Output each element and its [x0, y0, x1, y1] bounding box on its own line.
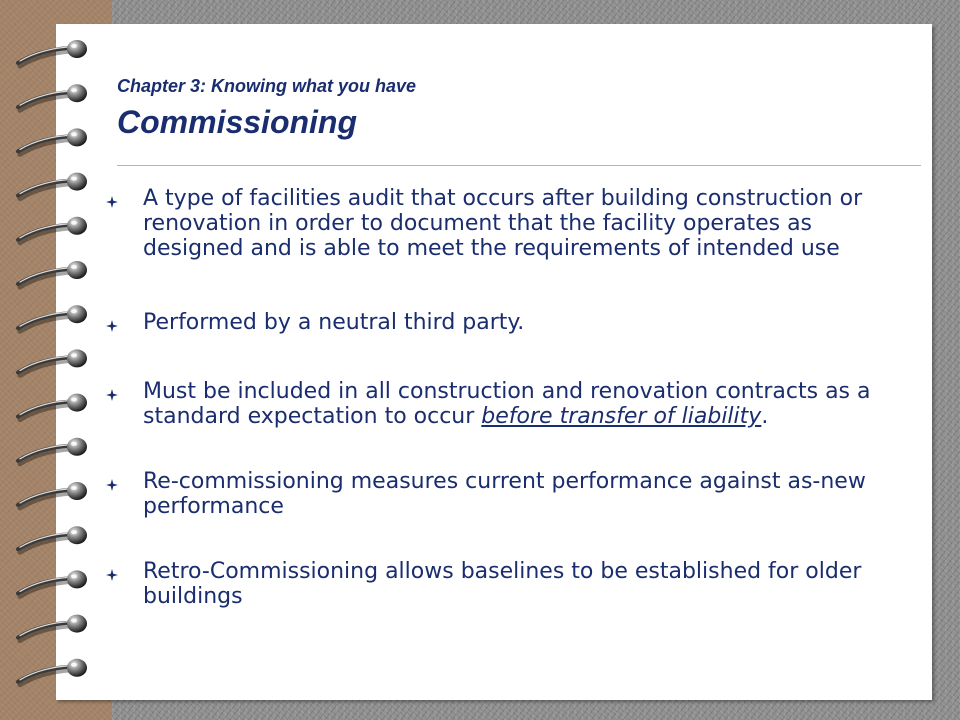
bullet-text-end: .	[761, 404, 769, 429]
four-petal-diamond-icon	[106, 320, 118, 332]
bullet-text: Must be included in all construction and renovation contracts as a standard expectation to occur	[143, 379, 871, 429]
spiral-ring-icon	[18, 305, 87, 331]
spiral-ring-icon	[18, 84, 87, 110]
spiral-ring-icon	[18, 217, 87, 243]
four-petal-diamond-icon	[106, 479, 118, 491]
bullet-item	[104, 186, 904, 261]
bullet-item	[104, 310, 904, 335]
four-petal-diamond-icon	[106, 196, 118, 208]
spiral-ring-icon	[18, 173, 87, 199]
slide-title: Commissioning	[117, 104, 358, 140]
spiral-ring-icon	[18, 394, 87, 420]
four-petal-diamond-icon	[106, 569, 118, 581]
bullet-item	[104, 379, 904, 429]
bullet-item	[104, 469, 904, 519]
spiral-ring-icon	[18, 128, 87, 154]
bullet-text: A type of facilities audit that occurs after building construction or renovation in order to document that the facility operates as designed and is able to meet the requirements of intended use	[143, 186, 863, 261]
bullet-text: Retro-Commissioning allows baselines to be established for older buildings	[143, 559, 862, 609]
spiral-ring-icon	[18, 526, 87, 552]
bullet-item	[104, 559, 904, 609]
bullet-text: Performed by a neutral third party.	[143, 310, 525, 335]
spiral-ring-icon	[18, 40, 87, 66]
spiral-binding	[0, 0, 112, 720]
spiral-ring-icon	[18, 615, 87, 641]
chapter-subtitle: Chapter 3: Knowing what you have	[117, 76, 417, 96]
spiral-ring-icon	[18, 261, 87, 287]
spiral-ring-icon	[18, 570, 87, 596]
four-petal-diamond-icon	[106, 389, 118, 401]
bullet-list	[104, 186, 904, 609]
spiral-ring-icon	[18, 659, 87, 685]
bullet-text: Re-commissioning measures current performance against as-new performance	[143, 469, 866, 519]
spiral-ring-icon	[18, 349, 87, 375]
title-divider	[117, 165, 921, 166]
spiral-ring-icon	[18, 438, 87, 464]
emphasized-phrase: before transfer of liability	[481, 404, 762, 429]
spiral-ring-icon	[18, 482, 87, 508]
